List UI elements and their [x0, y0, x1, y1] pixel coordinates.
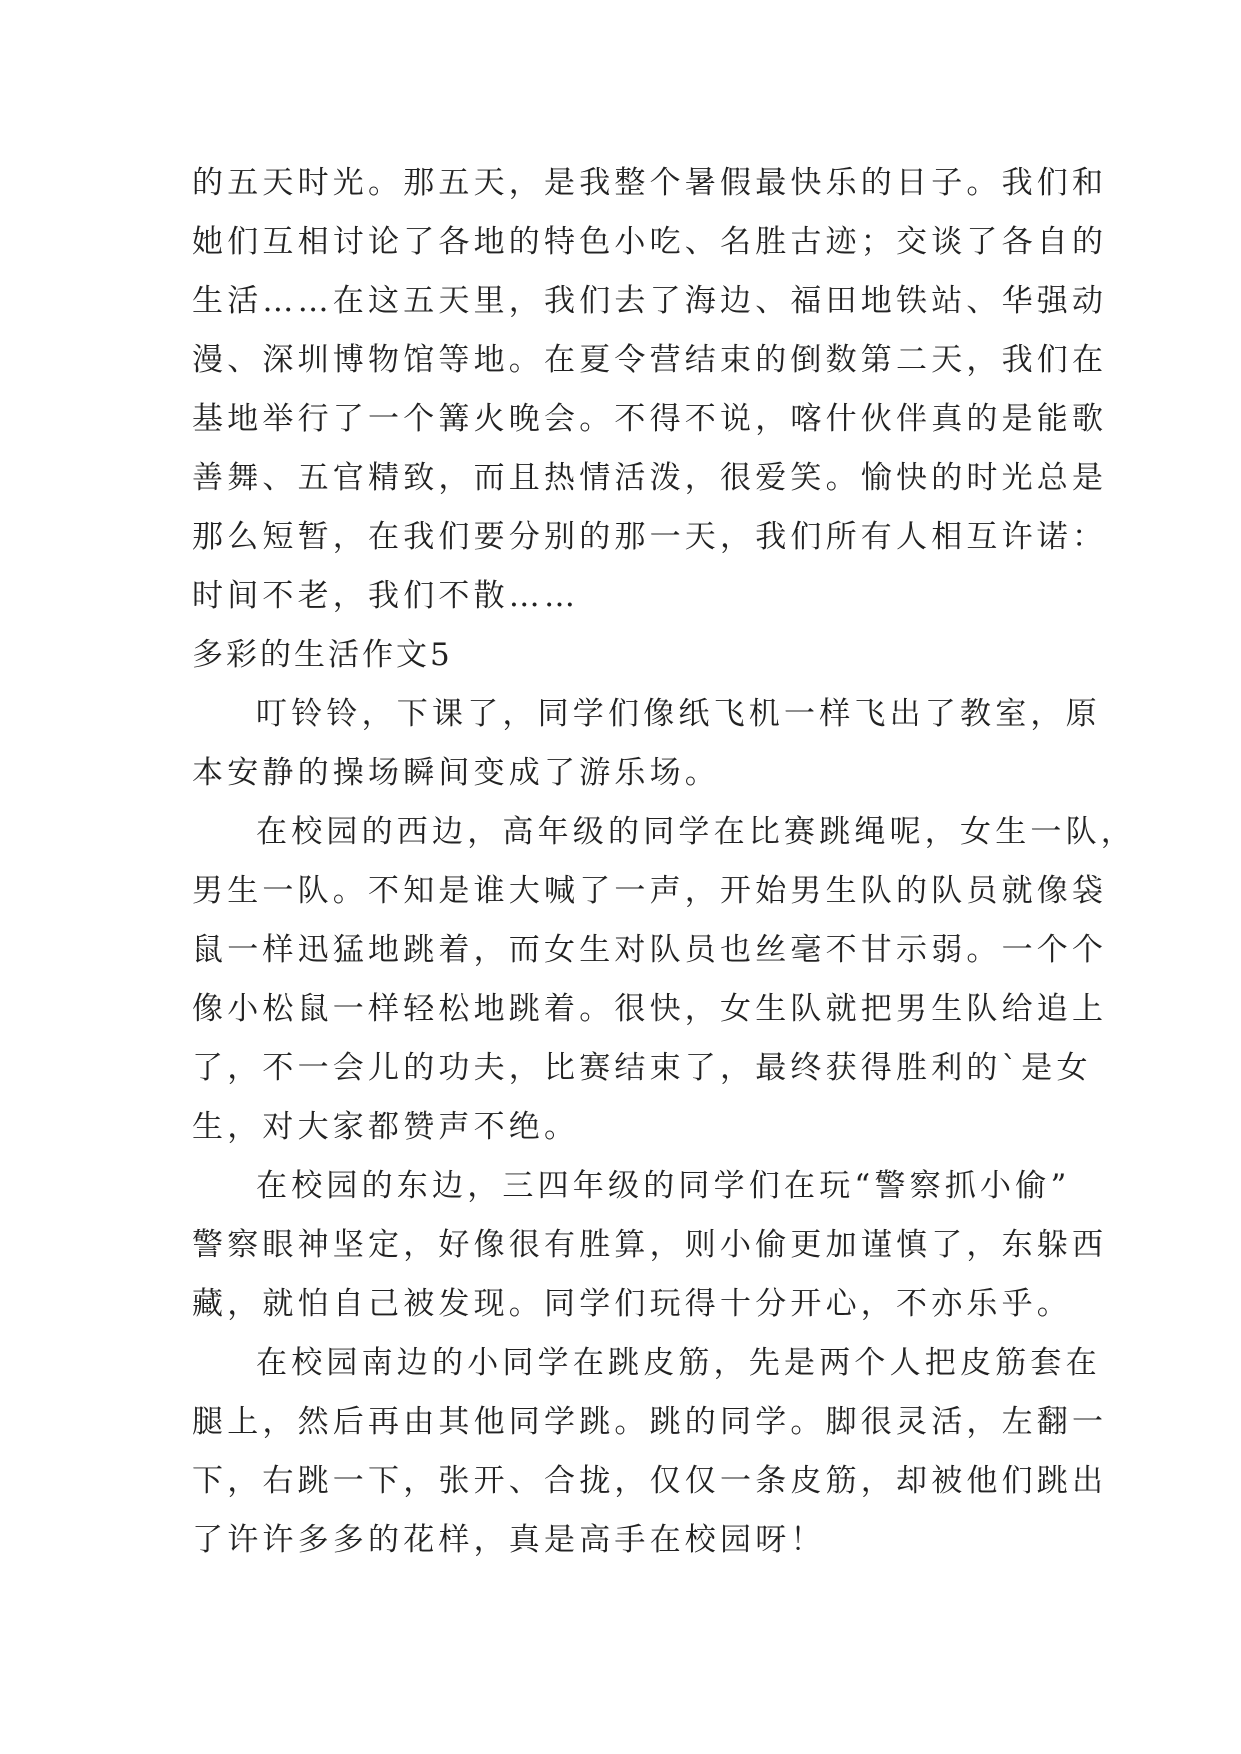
text-line: 下，右跳一下，张开、合拢，仅仅一条皮筋，却被他们跳出: [192, 1463, 1108, 1499]
text-line: 她们互相讨论了各地的特色小吃、名胜古迹；交谈了各自的: [192, 224, 1108, 260]
text-line: 基地举行了一个篝火晚会。不得不说，喀什伙伴真的是能歌: [192, 401, 1108, 437]
text-line: 时间不老，我们不散……: [192, 578, 580, 614]
section-title: 多彩的生活作文5: [192, 637, 453, 673]
text-line: 男生一队。不知是谁大喊了一声，开始男生队的队员就像袋: [192, 873, 1108, 909]
paragraph-1: [192, 685, 1101, 803]
text-line: 的五天时光。那五天，是我整个暑假最快乐的日子。我们和: [192, 165, 1108, 201]
text-line: 漫、深圳博物馆等地。在夏令营结束的倒数第二天，我们在: [192, 342, 1108, 378]
text-line: 在校园的东边，三四年级的同学们在玩“警察抓小偷”: [256, 1168, 1071, 1204]
paragraph-4: [192, 1334, 1108, 1570]
text-line: 生活……在这五天里，我们去了海边、福田地铁站、华强动: [192, 283, 1108, 319]
paragraph-2: [192, 803, 1136, 1157]
paragraph-3: [192, 1157, 1108, 1334]
text-line: 那么短暂，在我们要分别的那一天，我们所有人相互许诺：: [192, 519, 1108, 555]
text-line: 藏，就怕自己被发现。同学们玩得十分开心，不亦乐乎。: [192, 1286, 1072, 1322]
text-line: 腿上，然后再由其他同学跳。跳的同学。脚很灵活，左翻一: [192, 1404, 1108, 1440]
document-body: [192, 154, 1136, 1570]
text-line: 了许许多多的花样，真是高手在校园呀！: [192, 1522, 826, 1558]
intro-paragraph: [192, 154, 1108, 626]
text-line: 在校园南边的小同学在跳皮筋，先是两个人把皮筋套在: [256, 1345, 1101, 1381]
text-line: 警察眼神坚定，好像很有胜算，则小偷更加谨慎了，东躲西: [192, 1227, 1108, 1263]
text-line: 像小松鼠一样轻松地跳着。很快，女生队就把男生队给追上: [192, 991, 1108, 1027]
text-line: 了，不一会儿的功夫，比赛结束了，最终获得胜利的`是女: [192, 1050, 1092, 1086]
text-line: 叮铃铃，下课了，同学们像纸飞机一样飞出了教室，原: [256, 696, 1101, 732]
text-line: 本安静的操场瞬间变成了游乐场。: [192, 755, 720, 791]
text-line: 生，对大家都赞声不绝。: [192, 1109, 580, 1145]
text-line: 在校园的西边，高年级的同学在比赛跳绳呢，女生一队，: [256, 814, 1136, 850]
text-line: 鼠一样迅猛地跳着，而女生对队员也丝毫不甘示弱。一个个: [192, 932, 1108, 968]
text-line: 善舞、五官精致，而且热情活泼，很爱笑。愉快的时光总是: [192, 460, 1108, 496]
